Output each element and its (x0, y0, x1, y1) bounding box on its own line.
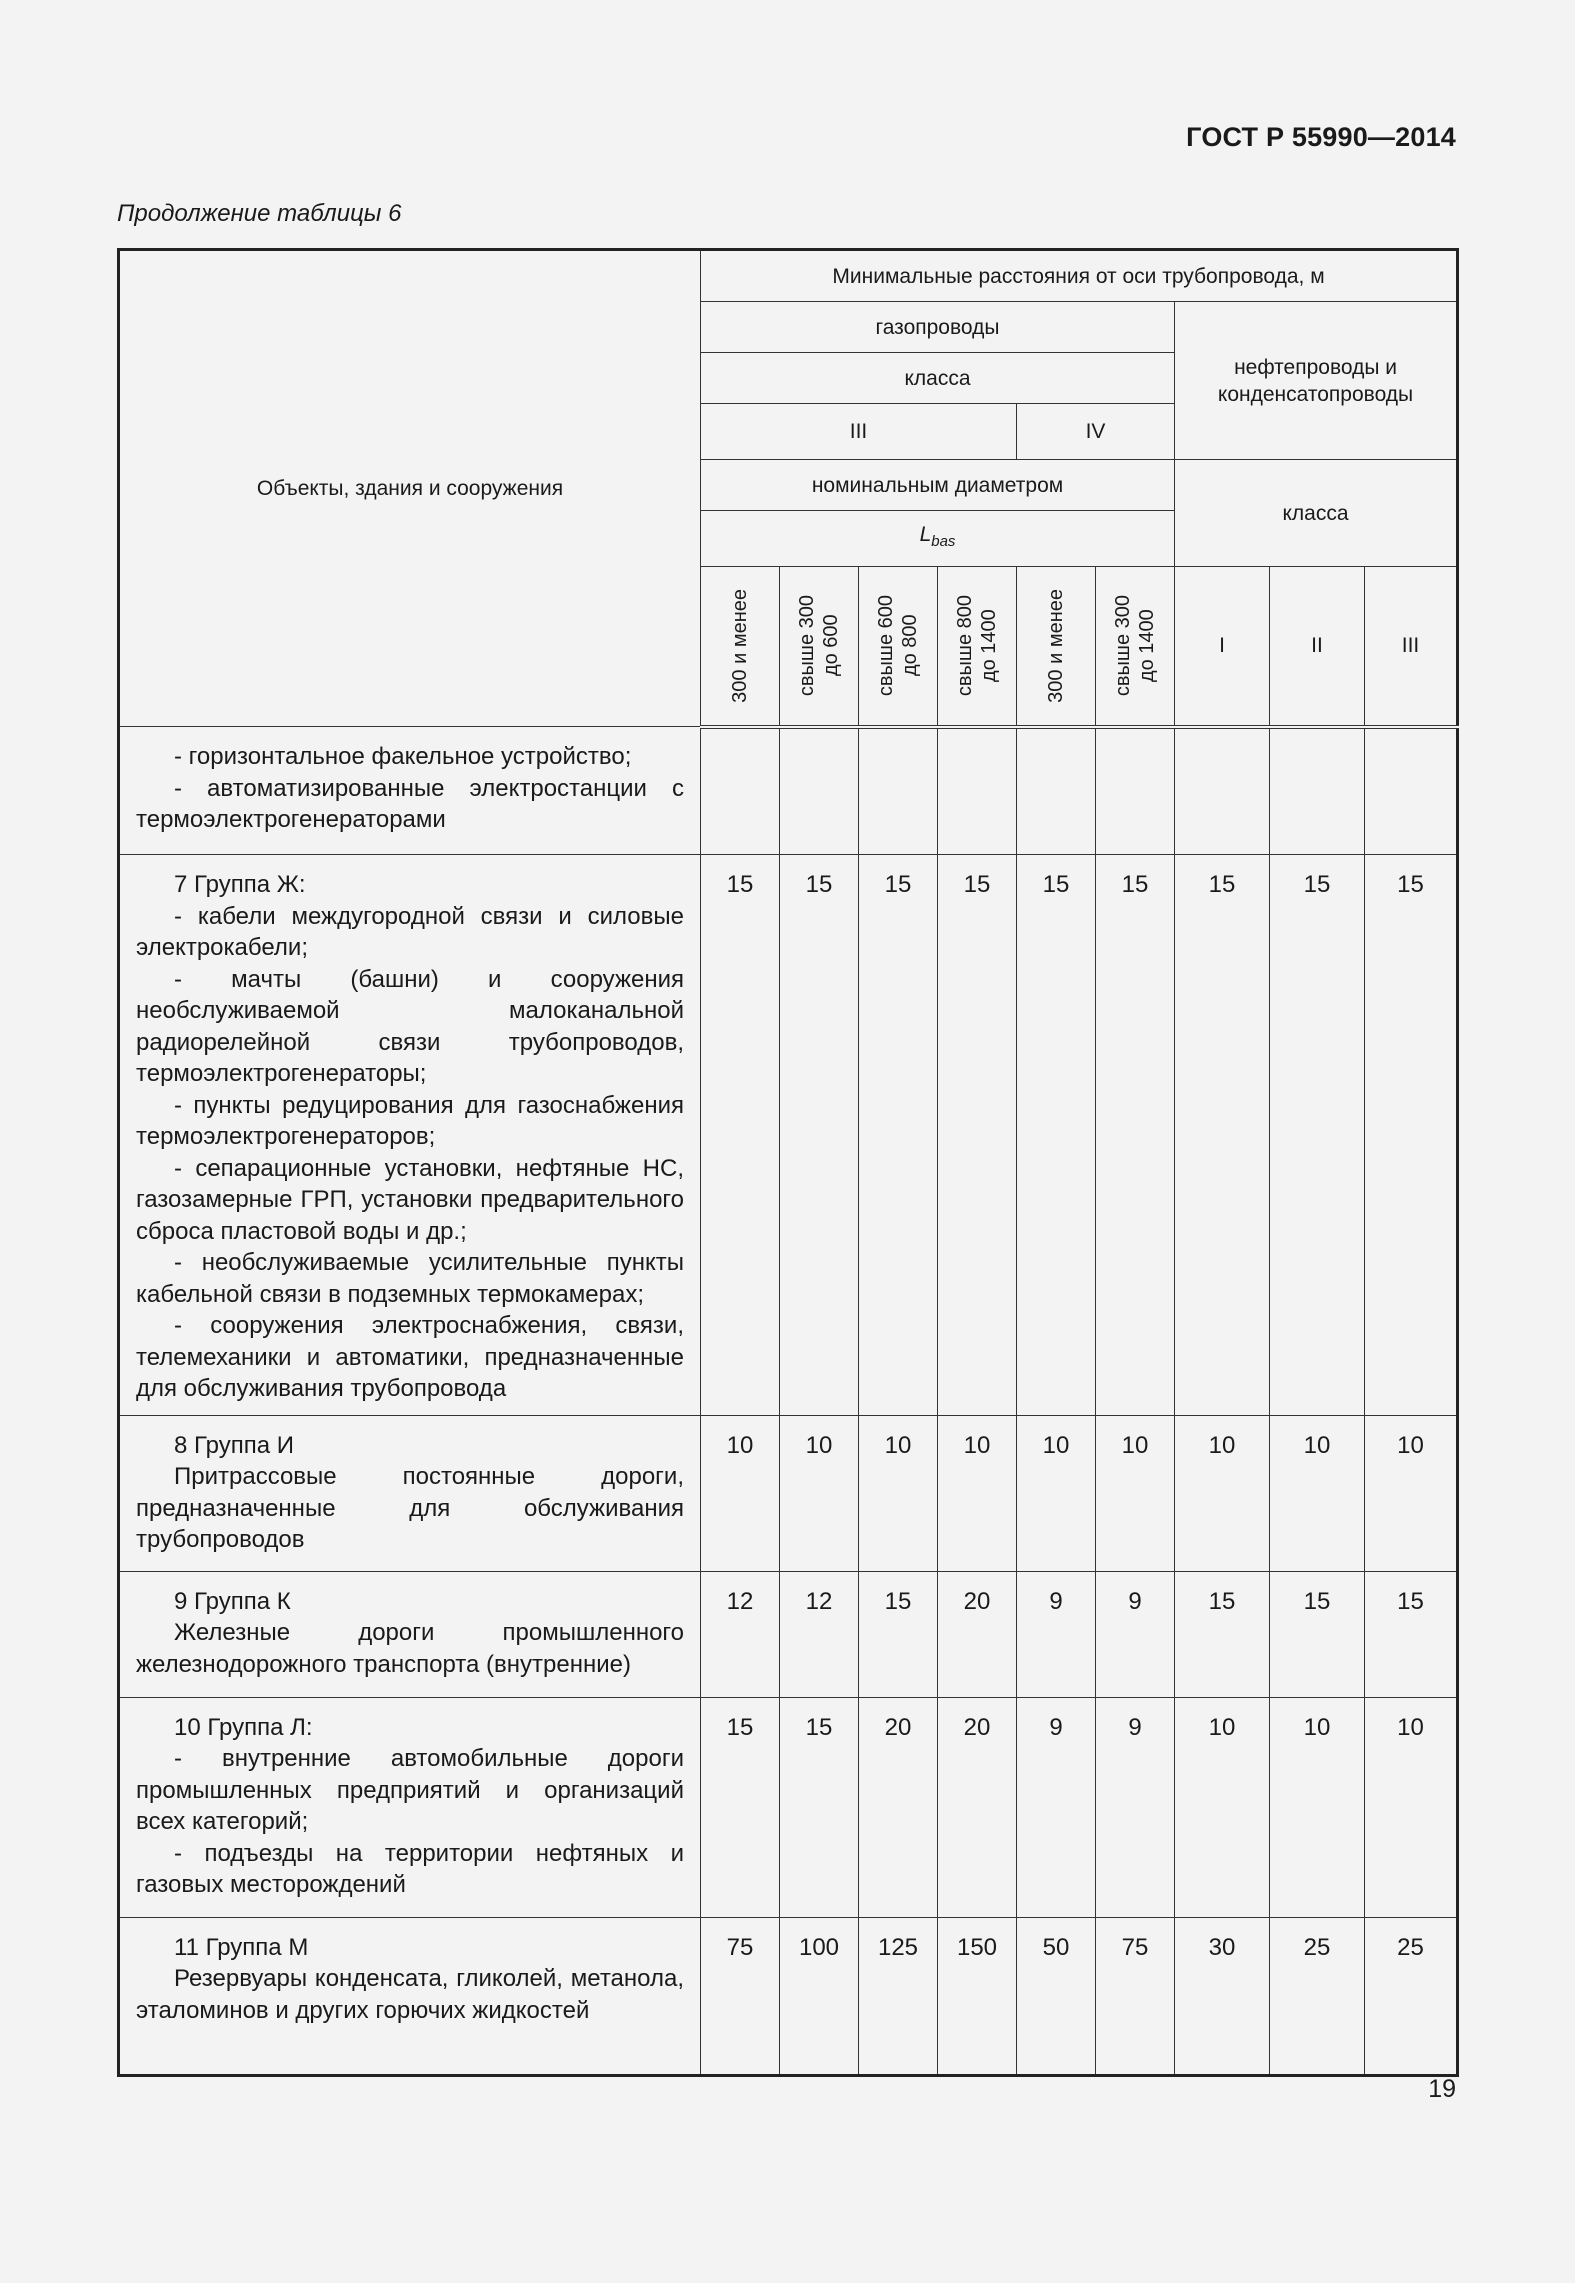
distance-value (701, 727, 780, 855)
distance-value: 125 (859, 1917, 938, 2075)
distance-value: 15 (1096, 855, 1175, 1416)
distance-value: 15 (1365, 855, 1458, 1416)
distance-value (1175, 727, 1270, 855)
distance-value: 25 (1270, 1917, 1365, 2075)
header-class-III: III (701, 404, 1017, 460)
distance-value: 15 (1175, 1571, 1270, 1697)
object-line: 8 Группа И (174, 1431, 294, 1459)
distance-value: 10 (1270, 1697, 1365, 1917)
object-description (119, 1917, 701, 2075)
subheader-col-6 (1096, 567, 1175, 727)
distance-value: 10 (859, 1415, 938, 1571)
header-class-IV: IV (1017, 404, 1175, 460)
distance-value: 10 (1365, 1697, 1458, 1917)
distance-value: 15 (1017, 855, 1096, 1416)
distance-value: 10 (780, 1415, 859, 1571)
table-row (119, 1697, 1458, 1917)
object-line: - кабели междугородной связи и силовые электрокабели; (136, 902, 684, 961)
header-oil: нефтепроводы и конденсатопроводы (1175, 302, 1458, 460)
lbas-subscript: bas (931, 533, 956, 551)
distance-value: 15 (780, 1697, 859, 1917)
header-lbas (701, 511, 1175, 567)
object-line: - автоматизированные электростанции с термоэлектрогенераторами (136, 774, 684, 833)
distance-value: 20 (859, 1697, 938, 1917)
object-description (119, 727, 701, 855)
table-row (119, 1571, 1458, 1697)
distance-value: 25 (1365, 1917, 1458, 2075)
distance-value: 9 (1096, 1571, 1175, 1697)
table-caption: Продолжение таблицы 6 (117, 200, 402, 227)
distance-value: 12 (780, 1571, 859, 1697)
object-line: 7 Группа Ж: (174, 871, 306, 898)
object-line: - пункты редуцирования для газоснабжения термоэлектрогенераторов; (136, 1091, 684, 1150)
distance-value: 10 (1175, 1415, 1270, 1571)
object-line: - сооружения электроснабжения, связи, телемеханики и автоматики, предназначенные для обслуживания трубопровода (136, 1312, 684, 1402)
subheader-col-5 (1017, 567, 1096, 727)
distance-value: 15 (1270, 1571, 1365, 1697)
header-gas: газопроводы (701, 302, 1175, 353)
object-line: 11 Группа М (174, 1933, 309, 1961)
subheader-label: 300 и менее (729, 588, 751, 703)
table-body (119, 727, 1458, 2076)
distance-value: 10 (938, 1415, 1017, 1571)
header-nominal-diameter: номинальным диаметром (701, 460, 1175, 511)
subheader-oil-III: III (1365, 567, 1458, 727)
distances-table (117, 248, 1459, 2077)
header-min-distances: Минимальные расстояния от оси трубопровода, м (701, 250, 1458, 302)
subheader-col-4 (938, 567, 1017, 727)
object-line: - необслуживаемые усилительные пункты кабельной связи в подземных термокамерах; (136, 1249, 684, 1308)
object-line: 9 Группа К (174, 1587, 291, 1615)
table-row (119, 727, 1458, 855)
distance-value (938, 727, 1017, 855)
distance-value: 75 (1096, 1917, 1175, 2075)
subheader-label: свыше 300 до 600 (796, 595, 842, 697)
lbas-symbol: L (919, 523, 932, 547)
object-description (119, 855, 701, 1416)
distance-value (1365, 727, 1458, 855)
distance-value: 100 (780, 1917, 859, 2075)
distance-value: 30 (1175, 1917, 1270, 2075)
header-oil-class: класса (1175, 460, 1458, 567)
object-line: 10 Группа Л: (174, 1713, 313, 1741)
distance-value: 10 (1270, 1415, 1365, 1571)
object-description (119, 1697, 701, 1917)
object-line: Притрассовые постоянные дороги, предназначенные для обслуживания трубопроводов (136, 1463, 684, 1553)
object-line: - подъезды на территории нефтяных и газовых месторождений (136, 1839, 684, 1898)
distance-value: 15 (1365, 1571, 1458, 1697)
header-gas-class: класса (701, 353, 1175, 404)
page-number: 19 (1428, 2075, 1456, 2103)
object-description (119, 1571, 701, 1697)
distance-value: 15 (701, 1697, 780, 1917)
table-row (119, 855, 1458, 1416)
subheader-label: свыше 300 до 1400 (1112, 595, 1158, 697)
distance-value: 10 (1365, 1415, 1458, 1571)
distance-value: 10 (1096, 1415, 1175, 1571)
subheader-oil-I: I (1175, 567, 1270, 727)
distance-value: 15 (859, 1571, 938, 1697)
object-line: - горизонтальное факельное устройство; (174, 743, 632, 770)
table-row (119, 1917, 1458, 2075)
object-line: - сепарационные установки, нефтяные НС, газозамерные ГРП, установки предварительного сброса пластовой воды и др.; (136, 1154, 684, 1245)
distance-value: 10 (701, 1415, 780, 1571)
distance-value: 15 (938, 855, 1017, 1416)
distance-value: 10 (1017, 1415, 1096, 1571)
distance-value: 150 (938, 1917, 1017, 2075)
object-line: Резервуары конденсата, гликолей, метанола, эталоминов и других горючих жидкостей (136, 1965, 684, 2024)
object-line: Железные дороги промышленного железнодорожного транспорта (внутренние) (136, 1619, 684, 1678)
subheader-label: 300 и менее (1045, 588, 1067, 703)
distance-value: 12 (701, 1571, 780, 1697)
object-description (119, 1415, 701, 1571)
object-line: - внутренние автомобильные дороги промышленных предприятий и организаций всех категорий; (136, 1745, 684, 1835)
document-code: ГОСТ Р 55990—2014 (1186, 122, 1456, 152)
distance-value (859, 727, 938, 855)
distance-value: 10 (1175, 1697, 1270, 1917)
subheader-col-2 (780, 567, 859, 727)
subheader-label: свыше 800 до 1400 (954, 595, 1000, 697)
distance-value: 9 (1017, 1571, 1096, 1697)
distance-value (1096, 727, 1175, 855)
object-line: - мачты (башни) и сооружения необслуживаемой малоканальной радиорелейной связи трубопроводов, термоэлектрогенераторы; (136, 965, 684, 1087)
distance-value: 9 (1096, 1697, 1175, 1917)
distance-value: 15 (1175, 855, 1270, 1416)
subheader-label: свыше 600 до 800 (875, 595, 921, 697)
distance-value: 50 (1017, 1917, 1096, 2075)
distance-value: 20 (938, 1697, 1017, 1917)
header-objects: Объекты, здания и сооружения (119, 250, 701, 727)
table-row (119, 1415, 1458, 1571)
distance-value: 15 (701, 855, 780, 1416)
distance-value: 15 (780, 855, 859, 1416)
distance-value: 20 (938, 1571, 1017, 1697)
distance-value: 15 (1270, 855, 1365, 1416)
distance-value (780, 727, 859, 855)
subheader-col-3 (859, 567, 938, 727)
distance-value (1270, 727, 1365, 855)
distance-value (1017, 727, 1096, 855)
subheader-oil-II: II (1270, 567, 1365, 727)
distance-value: 75 (701, 1917, 780, 2075)
distance-value: 15 (859, 855, 938, 1416)
distance-value: 9 (1017, 1697, 1096, 1917)
subheader-col-1 (701, 567, 780, 727)
